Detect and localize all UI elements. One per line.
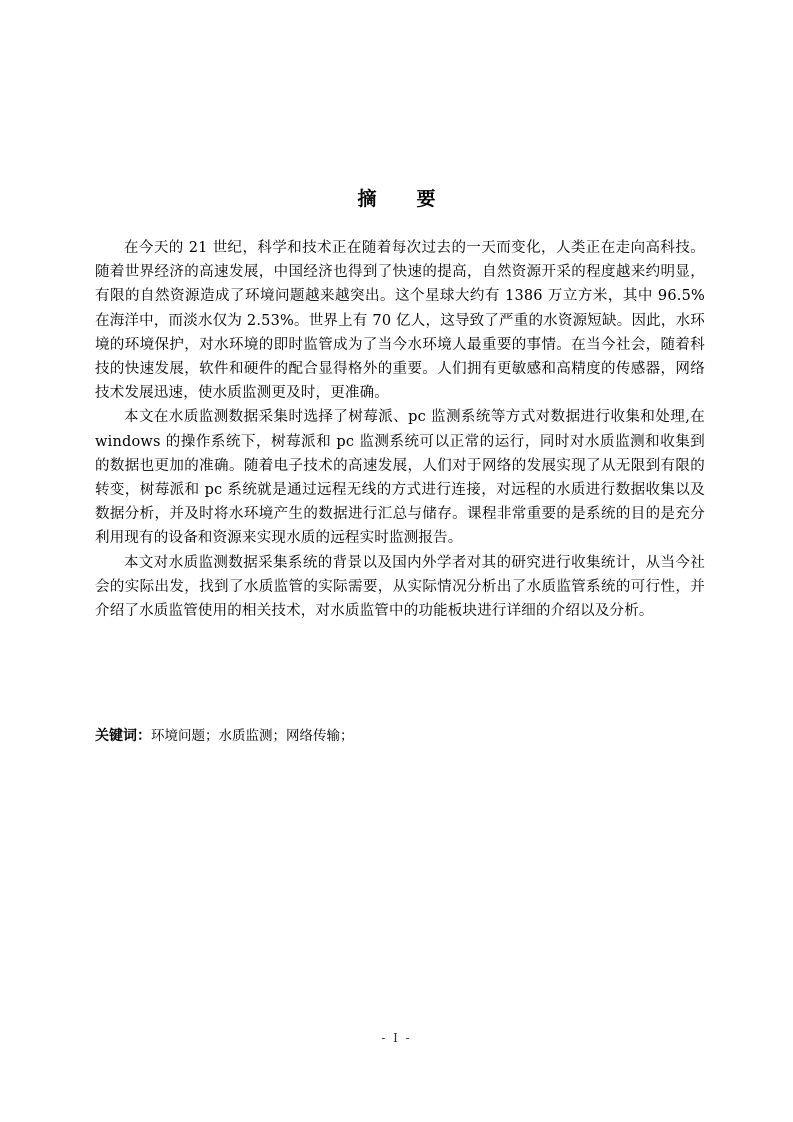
keywords-label: 关键词： <box>95 728 151 744</box>
abstract-paragraph: 本文在水质监测数据采集时选择了树莓派、pc 监测系统等方式对数据进行收集和处理,在 windows 的操作系统下，树莓派和 pc 监测系统可以正常的运行，同时对水质监测和收集到的数据也更加的准确。随着电子技术的高速发展，人们对于网络的发展实现了从无限到有限的转变，树莓派和 pc 系统就是通过远程无线的方式进行连接，对远程的水质进行数据收集以及数据分析，并及时将水环境产生的数据进行汇总与储存。课程非常重要的是系统的目的是充分利用现有的设备和资源来实现水质的远程实时监测报告。 <box>95 409 705 547</box>
abstract-paragraph: 在今天的 21 世纪，科学和技术正在随着每次过去的一天而变化，人类正在走向高科技。随着世界经济的高速发展，中国经济也得到了快速的提高，自然资源开采的程度越来约明显，有限的自然资源造成了环境问题越来越突出。这个星球大约有 1386 万立方米，其中 96.5%在海洋中，而淡水仅为 2.53%。世界上有 70 亿人，这导致了严重的水资源短缺。因此，水环境的环境保护，对水环境的即时监管成为了当今水环境人最重要的事情。在当今社会，随着科技的快速发展，软件和硬件的配合显得格外的重要。人们拥有更敏感和高精度的传感器，网络技术发展迅速，使水质监测更及时，更准确。 <box>95 240 705 402</box>
title-char: 要 <box>416 188 436 210</box>
keywords-line <box>95 724 705 748</box>
abstract-paragraph: 本文对水质监测数据采集系统的背景以及国内外学者对其的研究进行收集统计，从当今社会的实际出发，找到了水质监管的实际需要，从实际情况分析出了水质监管系统的可行性，并介绍了水质监管使用的相关技术，对水质监管中的功能板块进行详细的介绍以及分析。 <box>95 554 705 620</box>
title-char: 摘 <box>357 188 377 210</box>
page-title <box>0 186 793 212</box>
abstract-body <box>95 236 705 623</box>
page-number: - I - <box>381 1031 412 1045</box>
keywords-value: 环境问题；水质监测；网络传输； <box>151 728 354 744</box>
